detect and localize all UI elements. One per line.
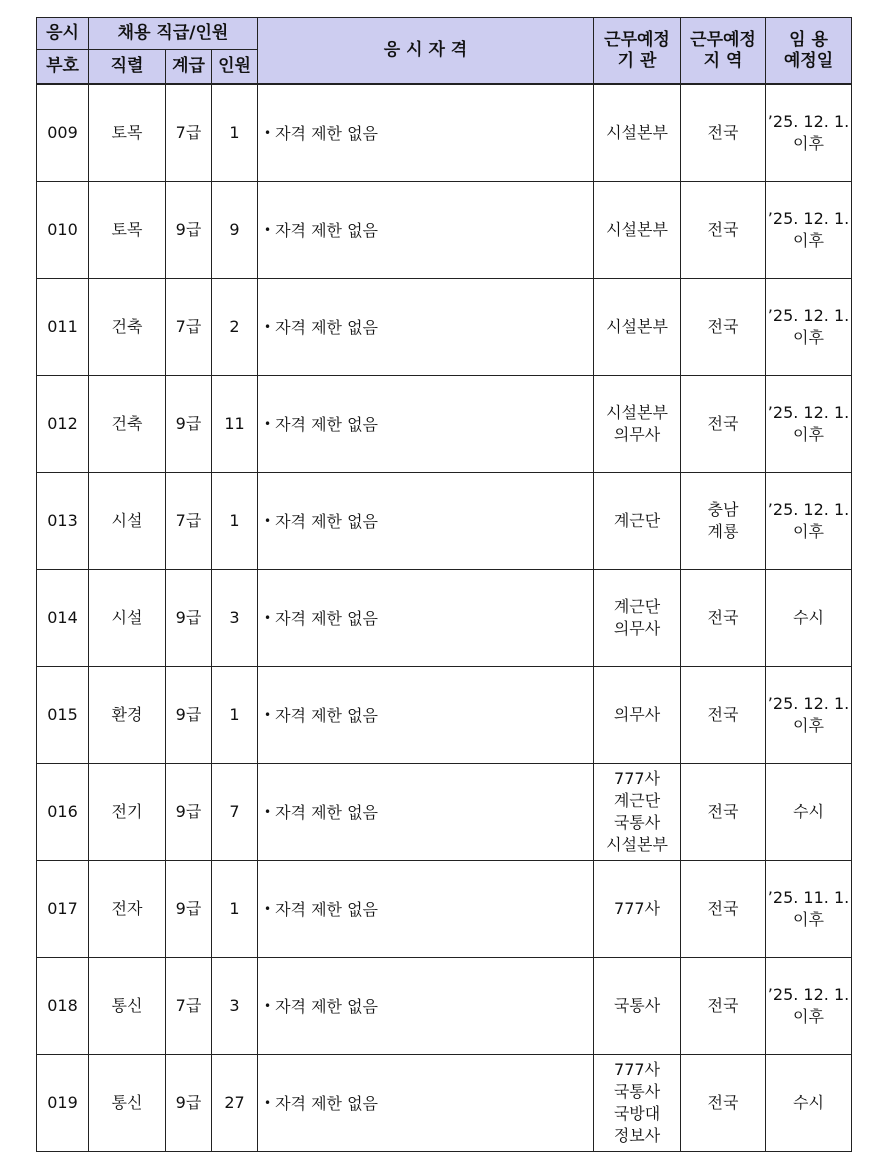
cell-grade: 9급: [166, 182, 212, 279]
cell-qualification: [258, 473, 594, 570]
table-row: [37, 376, 852, 473]
cell-agency: 의무사: [594, 667, 681, 764]
cell-region: 전국: [681, 279, 766, 376]
cell-grade: 9급: [166, 861, 212, 958]
cell-region: 전국: [681, 764, 766, 861]
qualification-text: 자격 제한 없음: [275, 317, 379, 337]
cell-date: ’25. 12. 1. 이후: [766, 279, 852, 376]
header-exam-no-top: 응시: [37, 18, 89, 50]
table-row: [37, 570, 852, 667]
bullet-icon: •: [264, 804, 272, 819]
cell-count: 2: [212, 279, 258, 376]
cell-grade: 7급: [166, 84, 212, 182]
header-qualification-label: 응 시 자 격: [383, 40, 468, 60]
bullet-icon: •: [264, 707, 272, 722]
cell-field: 환경: [89, 667, 166, 764]
header-date: 임 용 예정일: [766, 18, 852, 85]
table-body: [37, 84, 852, 1152]
cell-field: 전기: [89, 764, 166, 861]
cell-qualification: [258, 667, 594, 764]
cell-grade: 9급: [166, 764, 212, 861]
header-grade: 계급: [166, 50, 212, 85]
cell-count: 9: [212, 182, 258, 279]
cell-date: ’25. 11. 1. 이후: [766, 861, 852, 958]
cell-qualification: [258, 861, 594, 958]
cell-exam-no: 018: [37, 958, 89, 1055]
cell-field: 전자: [89, 861, 166, 958]
cell-exam-no: 010: [37, 182, 89, 279]
cell-region: 전국: [681, 570, 766, 667]
cell-grade: 9급: [166, 1055, 212, 1152]
qualification-text: 자격 제한 없음: [275, 996, 379, 1016]
cell-count: 1: [212, 473, 258, 570]
cell-date: 수시: [766, 764, 852, 861]
cell-agency: 시설본부 의무사: [594, 376, 681, 473]
bullet-icon: •: [264, 416, 272, 431]
cell-region: 전국: [681, 667, 766, 764]
cell-grade: 9급: [166, 570, 212, 667]
cell-field: 토목: [89, 84, 166, 182]
cell-agency: 계근단 의무사: [594, 570, 681, 667]
table-row: [37, 473, 852, 570]
cell-grade: 7급: [166, 279, 212, 376]
cell-agency: 시설본부: [594, 279, 681, 376]
cell-region: 전국: [681, 958, 766, 1055]
cell-exam-no: 009: [37, 84, 89, 182]
table-row: [37, 182, 852, 279]
cell-qualification: [258, 764, 594, 861]
bullet-icon: •: [264, 222, 272, 237]
cell-qualification: [258, 570, 594, 667]
bullet-icon: •: [264, 513, 272, 528]
cell-date: ’25. 12. 1. 이후: [766, 182, 852, 279]
cell-region: 전국: [681, 1055, 766, 1152]
cell-region: 전국: [681, 182, 766, 279]
qualification-text: 자격 제한 없음: [275, 802, 379, 822]
qualification-text: 자격 제한 없음: [275, 899, 379, 919]
header-qualification: [258, 18, 594, 85]
cell-count: 1: [212, 861, 258, 958]
table-row: [37, 279, 852, 376]
cell-date: ’25. 12. 1. 이후: [766, 84, 852, 182]
table-row: [37, 84, 852, 182]
cell-field: 건축: [89, 279, 166, 376]
cell-count: 3: [212, 570, 258, 667]
cell-date: ’25. 12. 1. 이후: [766, 958, 852, 1055]
table-header: [37, 18, 852, 85]
cell-date: 수시: [766, 570, 852, 667]
cell-count: 7: [212, 764, 258, 861]
qualification-text: 자격 제한 없음: [275, 414, 379, 434]
qualification-text: 자격 제한 없음: [275, 1093, 379, 1113]
qualification-text: 자격 제한 없음: [275, 220, 379, 240]
cell-region: 전국: [681, 861, 766, 958]
cell-agency: 777사 계근단 국통사 시설본부: [594, 764, 681, 861]
header-agency: 근무예정 기 관: [594, 18, 681, 85]
table-row: [37, 861, 852, 958]
cell-grade: 7급: [166, 958, 212, 1055]
cell-field: 통신: [89, 958, 166, 1055]
qualification-text: 자격 제한 없음: [275, 123, 379, 143]
cell-exam-no: 012: [37, 376, 89, 473]
table-row: [37, 764, 852, 861]
bullet-icon: •: [264, 610, 272, 625]
qualification-text: 자격 제한 없음: [275, 705, 379, 725]
cell-grade: 7급: [166, 473, 212, 570]
cell-date: ’25. 12. 1. 이후: [766, 667, 852, 764]
cell-count: 27: [212, 1055, 258, 1152]
cell-date: ’25. 12. 1. 이후: [766, 376, 852, 473]
cell-region: 전국: [681, 84, 766, 182]
cell-exam-no: 014: [37, 570, 89, 667]
cell-agency: 시설본부: [594, 84, 681, 182]
cell-exam-no: 013: [37, 473, 89, 570]
cell-field: 통신: [89, 1055, 166, 1152]
bullet-icon: •: [264, 901, 272, 916]
bullet-icon: •: [264, 998, 272, 1013]
cell-exam-no: 017: [37, 861, 89, 958]
cell-agency: 777사 국통사 국방대 정보사: [594, 1055, 681, 1152]
cell-qualification: [258, 279, 594, 376]
cell-date: ’25. 12. 1. 이후: [766, 473, 852, 570]
cell-agency: 계근단: [594, 473, 681, 570]
cell-count: 1: [212, 667, 258, 764]
recruitment-table: [36, 17, 852, 1152]
cell-exam-no: 011: [37, 279, 89, 376]
cell-grade: 9급: [166, 667, 212, 764]
qualification-text: 자격 제한 없음: [275, 608, 379, 628]
cell-exam-no: 015: [37, 667, 89, 764]
qualification-text: 자격 제한 없음: [275, 511, 379, 531]
cell-qualification: [258, 376, 594, 473]
cell-count: 3: [212, 958, 258, 1055]
cell-count: 11: [212, 376, 258, 473]
header-count: 인원: [212, 50, 258, 85]
bullet-icon: •: [264, 319, 272, 334]
header-group-title: 채용 직급/인원: [89, 18, 258, 50]
cell-date: 수시: [766, 1055, 852, 1152]
cell-count: 1: [212, 84, 258, 182]
cell-region: 전국: [681, 376, 766, 473]
header-exam-no-bottom: 부호: [37, 50, 89, 85]
cell-field: 토목: [89, 182, 166, 279]
cell-qualification: [258, 182, 594, 279]
cell-grade: 9급: [166, 376, 212, 473]
header-region: 근무예정 지 역: [681, 18, 766, 85]
table-row: [37, 667, 852, 764]
cell-qualification: [258, 1055, 594, 1152]
cell-agency: 국통사: [594, 958, 681, 1055]
cell-field: 건축: [89, 376, 166, 473]
cell-agency: 777사: [594, 861, 681, 958]
bullet-icon: •: [264, 125, 272, 140]
cell-exam-no: 019: [37, 1055, 89, 1152]
cell-field: 시설: [89, 570, 166, 667]
header-field: 직렬: [89, 50, 166, 85]
table-row: [37, 1055, 852, 1152]
table-row: [37, 958, 852, 1055]
cell-region: 충남 계룡: [681, 473, 766, 570]
bullet-icon: •: [264, 1095, 272, 1110]
cell-qualification: [258, 84, 594, 182]
cell-agency: 시설본부: [594, 182, 681, 279]
cell-field: 시설: [89, 473, 166, 570]
cell-qualification: [258, 958, 594, 1055]
cell-exam-no: 016: [37, 764, 89, 861]
